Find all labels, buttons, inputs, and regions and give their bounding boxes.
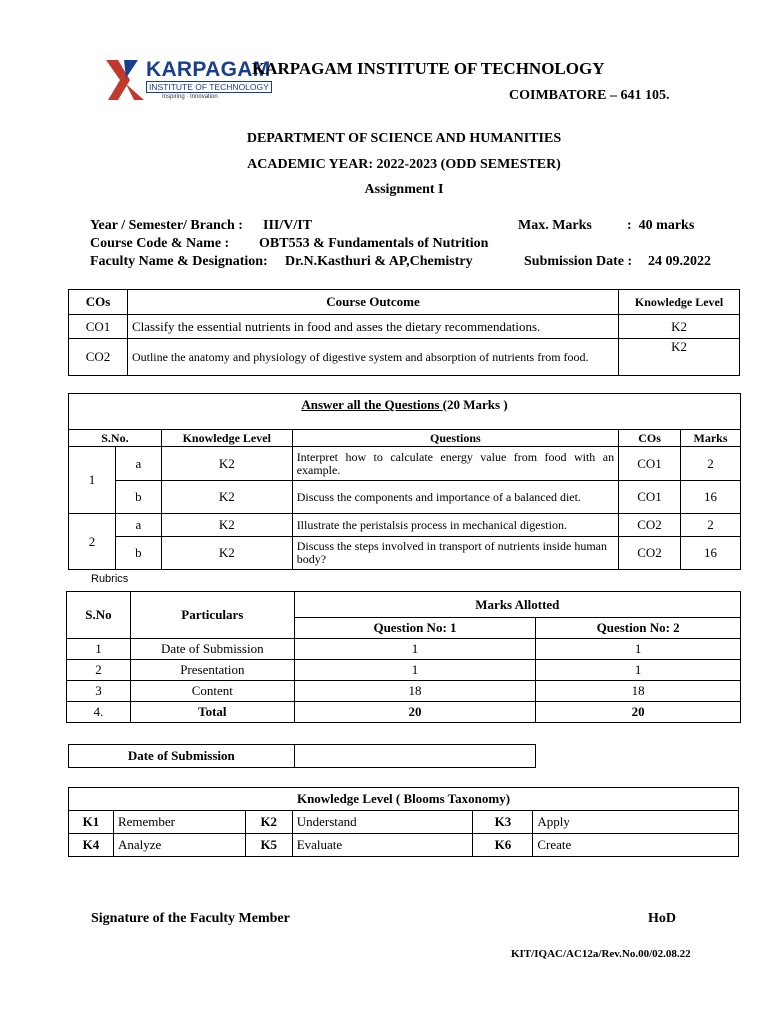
- rubric-particular: Total: [130, 702, 294, 723]
- rubrics-label: Rubrics: [91, 573, 129, 585]
- blooms-level-name: Create: [533, 834, 739, 857]
- question-level: K2: [161, 481, 292, 514]
- question-text: Discuss the steps involved in transport of nutrients inside human body?: [292, 537, 618, 570]
- rubric-q2: 1: [536, 639, 741, 660]
- rubric-sno: 1: [67, 639, 131, 660]
- blooms-level-name: Analyze: [113, 834, 245, 857]
- rubrics-particulars-header: Particulars: [130, 592, 294, 639]
- question-2-header: Question No: 2: [536, 618, 741, 639]
- blooms-title-row: [69, 788, 739, 811]
- level-header: Knowledge Level: [161, 430, 292, 447]
- cos-header: COs: [619, 430, 681, 447]
- question-co: CO1: [619, 481, 681, 514]
- blooms-level-name: Understand: [292, 811, 473, 834]
- co-code: CO2: [69, 339, 128, 376]
- question-text: Illustrate the peristalsis process in mechanical digestion.: [292, 514, 618, 537]
- co-outcome: Outline the anatomy and physiology of digestive system and absorption of nutrients from food.: [127, 339, 618, 376]
- blooms-level-code: K4: [69, 834, 114, 857]
- rubric-particular: Date of Submission: [130, 639, 294, 660]
- blooms-level-code: K5: [245, 834, 292, 857]
- table-row: [69, 514, 741, 537]
- faculty-signature: Signature of the Faculty Member: [91, 911, 290, 926]
- rubrics-header-row: [67, 592, 741, 618]
- rubric-q2: 18: [536, 681, 741, 702]
- question-marks: 2: [681, 447, 741, 481]
- question-level: K2: [161, 514, 292, 537]
- table-row: [69, 339, 740, 376]
- logo-tagline: Inspiring · Innovation: [162, 94, 218, 100]
- rubric-q1: 1: [294, 639, 536, 660]
- question-text: Interpret how to calculate energy value from food with an example.: [292, 447, 618, 481]
- submission-date-label: Submission Date :: [524, 254, 633, 269]
- co-header: COs: [69, 290, 128, 315]
- rubric-sno: 4.: [67, 702, 131, 723]
- question-number: 2: [69, 514, 116, 570]
- rubric-q1: 1: [294, 660, 536, 681]
- rubric-q2: 1: [536, 660, 741, 681]
- sno-header: S.No.: [69, 430, 162, 447]
- question-co: CO2: [619, 537, 681, 570]
- assignment-title: Assignment I: [364, 182, 444, 197]
- academic-year: ACADEMIC YEAR: 2022-2023 (ODD SEMESTER): [247, 157, 561, 172]
- marks-allotted-header: Marks Allotted: [294, 592, 740, 618]
- question-part: b: [115, 481, 161, 514]
- date-of-submission-label: Date of Submission: [69, 745, 295, 768]
- question-marks: 16: [681, 537, 741, 570]
- table-row: [69, 834, 739, 857]
- question-level: K2: [161, 537, 292, 570]
- faculty-value: Dr.N.Kasthuri & AP,Chemistry: [285, 254, 473, 269]
- institute-logo: [104, 56, 271, 104]
- rubrics-table: [66, 591, 741, 723]
- co-outcome: Classify the essential nutrients in food and asses the dietary recommendations.: [127, 315, 618, 339]
- course-label: Course Code & Name :: [90, 236, 230, 251]
- question-1-header: Question No: 1: [294, 618, 536, 639]
- table-row: [67, 681, 741, 702]
- logo-emblem-icon: [104, 56, 148, 102]
- institute-city: COIMBATORE – 641 105.: [509, 88, 670, 103]
- questions-title-row: [69, 394, 741, 430]
- rubric-sno: 2: [67, 660, 131, 681]
- questions-title: [69, 394, 741, 430]
- rubric-q1: 18: [294, 681, 536, 702]
- blooms-level-name: Apply: [533, 811, 739, 834]
- question-header: Questions: [292, 430, 618, 447]
- question-co: CO1: [619, 447, 681, 481]
- blooms-title: Knowledge Level ( Blooms Taxonomy): [69, 788, 739, 811]
- table-row: [69, 537, 741, 570]
- blooms-level-name: Remember: [113, 811, 245, 834]
- max-marks-label: Max. Marks: [518, 218, 592, 233]
- question-marks: 16: [681, 481, 741, 514]
- institute-name: KARPAGAM INSTITUTE OF TECHNOLOGY: [252, 59, 605, 78]
- rubric-q2: 20: [536, 702, 741, 723]
- co-level: K2: [619, 315, 740, 339]
- table-row: [67, 660, 741, 681]
- co-header-row: [69, 290, 740, 315]
- rubric-particular: Content: [130, 681, 294, 702]
- department-title: DEPARTMENT OF SCIENCE AND HUMANITIES: [246, 131, 562, 146]
- questions-instruction: Answer all the Questions: [301, 397, 443, 412]
- document-reference: KIT/IQAC/AC12a/Rev.No.00/02.08.22: [511, 948, 691, 960]
- blooms-level-code: K6: [473, 834, 533, 857]
- question-number: 1: [69, 447, 116, 514]
- question-part: a: [115, 447, 161, 481]
- blooms-level-code: K2: [245, 811, 292, 834]
- blooms-taxonomy-table: [68, 787, 739, 857]
- max-marks-value: : 40 marks: [627, 218, 695, 233]
- hod-signature: HoD: [648, 911, 676, 926]
- blooms-level-code: K1: [69, 811, 114, 834]
- table-row: [69, 811, 739, 834]
- question-level: K2: [161, 447, 292, 481]
- table-row: [69, 447, 741, 481]
- question-co: CO2: [619, 514, 681, 537]
- logo-name: KARPAGAM: [146, 58, 271, 81]
- course-outcome-table: [68, 289, 740, 376]
- question-part: a: [115, 514, 161, 537]
- co-code: CO1: [69, 315, 128, 339]
- date-of-submission-box: [68, 744, 536, 768]
- question-marks: 2: [681, 514, 741, 537]
- questions-header-row: [69, 430, 741, 447]
- course-value: OBT553 & Fundamentals of Nutrition: [259, 236, 489, 251]
- outcome-header: Course Outcome: [127, 290, 618, 315]
- blooms-level-name: Evaluate: [292, 834, 473, 857]
- rubric-sno: 3: [67, 681, 131, 702]
- logo-subtitle: INSTITUTE OF TECHNOLOGY: [146, 81, 272, 93]
- table-row: [67, 702, 741, 723]
- questions-total-marks: (20 Marks ): [442, 397, 508, 412]
- knowledge-level-header: Knowledge Level: [619, 290, 740, 315]
- blooms-level-code: K3: [473, 811, 533, 834]
- questions-table: [68, 393, 741, 570]
- rubric-q1: 20: [294, 702, 536, 723]
- year-value: III/V/IT: [263, 218, 313, 233]
- question-part: b: [115, 537, 161, 570]
- submission-date-value: 24 09.2022: [648, 254, 711, 269]
- faculty-label: Faculty Name & Designation:: [90, 254, 268, 269]
- table-row: [69, 315, 740, 339]
- co-level: K2: [619, 339, 740, 376]
- marks-header: Marks: [681, 430, 741, 447]
- rubrics-sno-header: S.No: [67, 592, 131, 639]
- table-row: [69, 481, 741, 514]
- year-label: Year / Semester/ Branch :: [90, 218, 243, 233]
- table-row: [67, 639, 741, 660]
- question-text: Discuss the components and importance of a balanced diet.: [292, 481, 618, 514]
- rubric-particular: Presentation: [130, 660, 294, 681]
- date-of-submission-field[interactable]: [294, 745, 535, 768]
